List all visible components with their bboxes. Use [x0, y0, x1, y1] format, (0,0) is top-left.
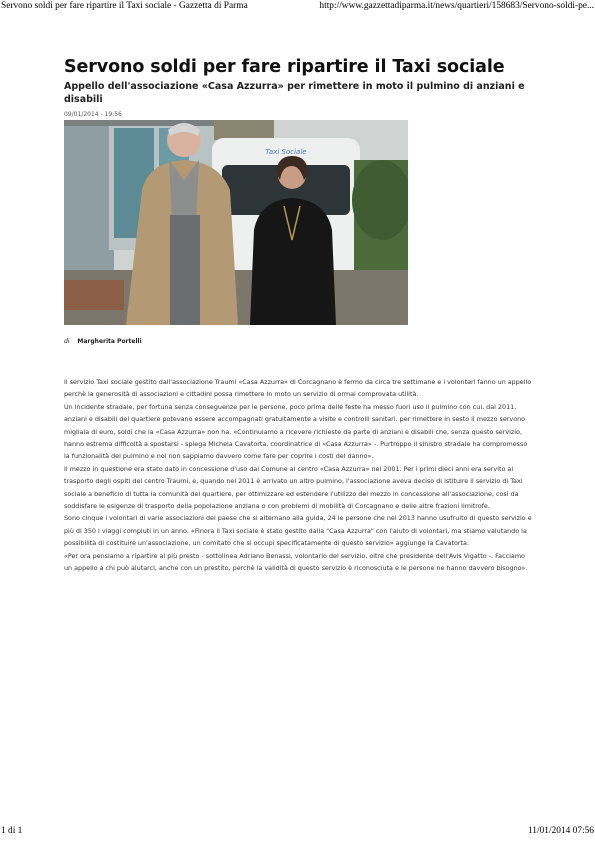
- paragraph: Sono cinque i volontari di varie associazioni del paese che si alternano alla guida, 24 le persone che nel 2013 hanno usufruito di questo servizio e più di 350 i viaggi compiuti in un anno. «Finora il Taxi sociale è stato gestito dalla "Casa Azzurra" con l'aiuto di volontari, ma stiamo valutando la possibilità di costituire un'associazione, un comitato che si occupi specificatamente di questo servizio» aggiunge la Cavatorta.: [64, 514, 532, 548]
- paragraph: Un incidente stradale, per fortuna senza conseguenze per le persone, poco prima delle feste ha messo fuori uso il pulmino con cui, dal 2011, anziani e disabili del quartiere potevano essere accompagnati gratuitamente a visite e controlli sanitari. per rimettere in sesto il mezzo servono migliaia di euro, soldi che la «Casa Azzurra» non ha. «Continuiamo a ricevere richieste da parte di anziani e disabili che, senza questo servizio, hanno estrema difficoltà a spostarsi - spiega Michela Cavatorta, coordinatrice di «Casa Azzurra» -. Purtroppo il sinistro stradale ha compromesso la funzionalità del pulmino e noi non sappiamo davvero come fare per coprire i costi del danno».: [64, 402, 528, 461]
- van-text: Taxi Sociale: [265, 148, 307, 156]
- page-number: 1 di 1: [1, 826, 23, 836]
- paragraph: «Per ora pensiamo a ripartire al più presto - sottolinea Adriano Benassi, volontario del servizio, oltre che presidente dell'Avis Vigatto -. Facciamo un appello a chi può aiutarci, anche con un prestito, perchè la validità di questo servizio è riconosciuta e le persone ne hanno davvero bisogno».: [64, 551, 528, 573]
- print-timestamp: 11/01/2014 07:56: [527, 826, 594, 836]
- photo-illustration: [64, 120, 408, 325]
- paragraph: Il servizio Taxi sociale gestito dall'associazione Traumi «Casa Azzurra» di Corcagnano è fermo da circa tre settimane e i volontari fanno un appello perchè la generosità di associazioni e cittadini possa rimettere in moto un servizio di ormai comprovata utilità.: [64, 378, 532, 399]
- article-photo: [64, 120, 408, 325]
- byline-prefix: di: [64, 338, 70, 345]
- article-date: 09/01/2014 - 19:56: [64, 111, 122, 118]
- paragraph: Il mezzo in questione era stato dato in concessione d'uso dal Comune al centro «Casa Azzurra» nel 2001. Per i primi dieci anni era servito al trasporto degli ospiti del centro Traumi, e, quando nel 2011 è arrivato un altro pulmino, l'associazione aveva deciso di istituire il servizio di Taxi sociale a beneficio di tutta la comunità del quartiere, per ottimizzare ed estendere l'utilizzo del mezzo in concessione all'associazione, così da soddisfare le esigenze di trasporto della popolazione anziana o con problemi di mobilità di Corcagnano e delle altre frazioni limitrofe.: [64, 464, 523, 511]
- print-header-title: Servono soldi per fare ripartire il Taxi sociale - Gazzetta di Parma: [1, 1, 248, 11]
- article-subtitle: Appello dell'associazione «Casa Azzurra» per rimettere in moto il pulmino di anziani e disabili: [64, 81, 525, 105]
- print-footer: [1, 826, 594, 840]
- article: [64, 56, 534, 573]
- article-body: [64, 376, 532, 575]
- byline-author[interactable]: Margherita Portelli: [77, 338, 142, 345]
- byline: [64, 338, 142, 345]
- print-header: [1, 1, 594, 15]
- print-header-url[interactable]: http://www.gazzettadiparma.it/news/quartieri/158683/Servono-soldi-pe...: [319, 1, 594, 11]
- article-title: Servono soldi per fare ripartire il Taxi sociale: [64, 57, 505, 77]
